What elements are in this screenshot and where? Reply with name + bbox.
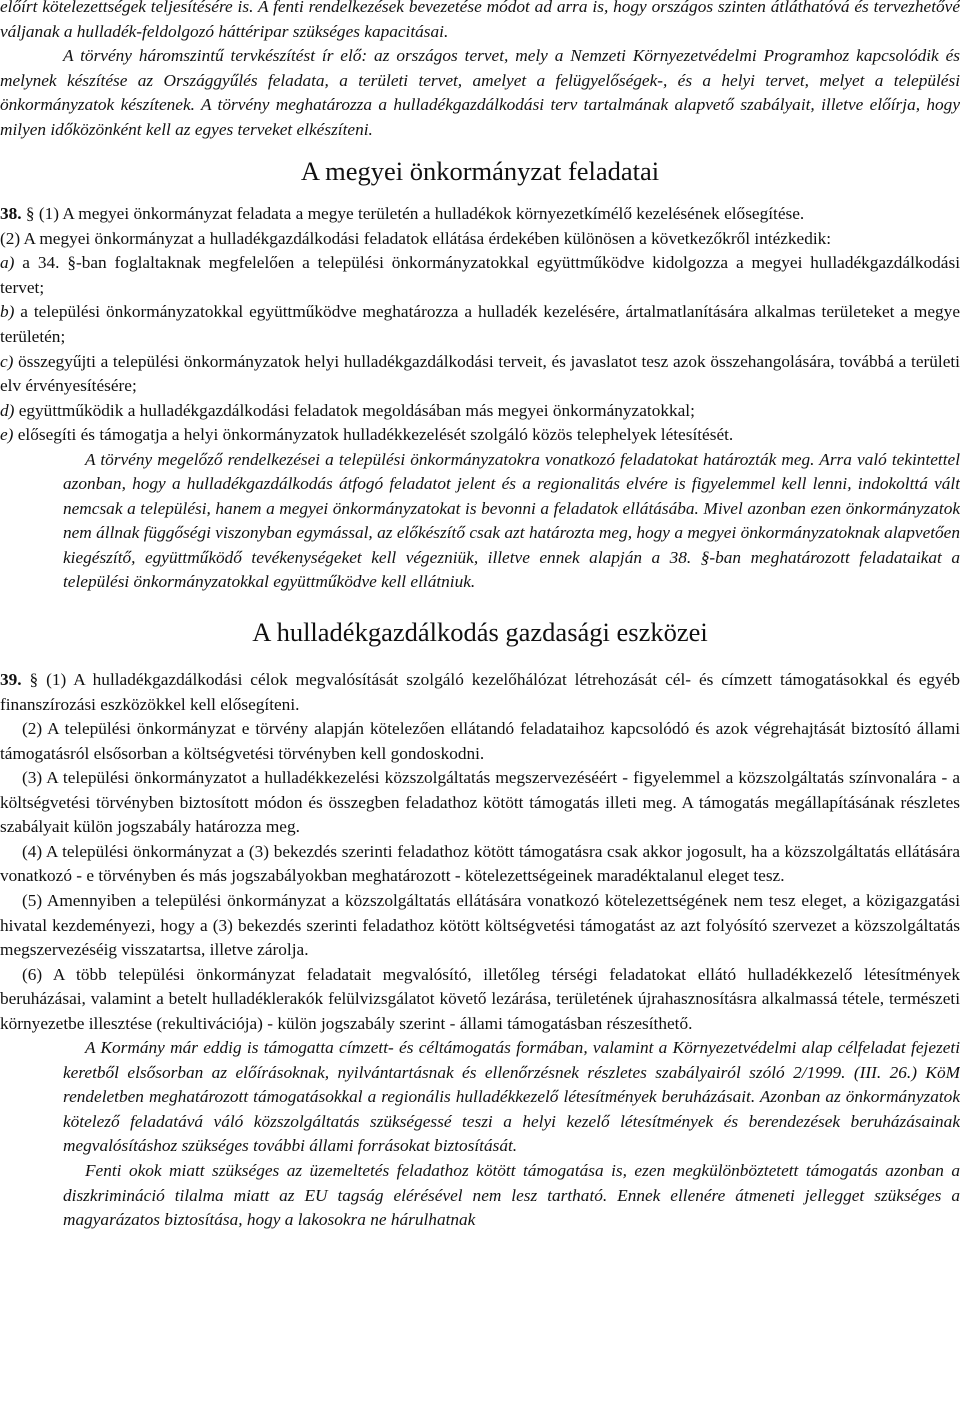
list-item-c — [0, 350, 960, 399]
list-text-b: a települési önkormányzatokkal együttműködve meghatározza a hulladék kezelésére, ártalmatlanítására alkalmas területeket a megye területén; — [0, 302, 960, 347]
commentary-39-1: A Kormány már eddig is támogatta címzett- és céltámogatás formában, valamint a Környezetvédelmi alap célfeladat fejezeti keretből elsősorban az előírásoknak, nyilvántartásnak és ellenőrzésnek részletes szabályairól szóló 2/1999. (III. 26.) KöM rendeletben meghatározott támogatásokkal a regionális hulladékkezelő létesítmények beruházásait. Azonban az önkormányzatok kötelező feladatává váló közszolgáltatás szükségessé teszi a helyi kezelő létesítmények és berendezések beruházásainak megvalósításhoz szükséges további állami forrásokat biztosítását. — [63, 1038, 960, 1156]
intro-paragraph-2: A törvény háromszintű tervkészítést ír elő: az országos tervet, mely a Nemzeti Környezetvédelmi Programhoz kapcsolódik és melynek készítése az Országgyűlés feladata, a területi tervet, amelyet a felügyelőségek-, és a helyi tervet, melyet a települési önkormányzatok készítenek. A törvény meghatározza a hulladékgazdálkodási terv tartalmának alapvető szabályait, illetve előírja, hogy milyen időközönként kell az egyes terveket elkészíteni. — [0, 46, 960, 139]
commentary-38: A törvény megelőző rendelkezései a települési önkormányzatokra vonatkozó feladatokat határozták meg. Arra való tekintettel azonban, hogy a hulladékgazdálkodás átfogó feladatot jelent és a regionalitás elvére is figyelemmel kell lenni, indokolttá vált nemcsak a települési, hanem a megyei önkormányzatokat is bevonni a feladatok ellátásába. Mivel azonban ezen önkormányzatok nem állnak függőségi viszonyban egymással, az előkészítő csak azt határozta meg, hogy a megyei önkormányzatoknak alapvetően kiegészítő, együttműködő tevékenységeket kell végezniük, illetve ennek alapján a 38. §-ban meghatározott feladataikat a települési önkormányzatokkal együttműködve kell ellátniuk. — [63, 449, 960, 592]
list-item-a — [0, 251, 960, 300]
section-heading-gazdasagi: A hulladékgazdálkodás gazdasági eszközei — [252, 617, 708, 648]
list-letter-b: b) — [0, 302, 15, 322]
list-text-a: a 34. §-ban foglaltaknak megfelelően a települési önkormányzatokkal együttműködve kidolgozza a megyei hulladékgazdálkodási tervet; — [0, 253, 960, 297]
list-letter-d: d) — [0, 400, 15, 420]
paragraph-39-3: (3) A települési önkormányzatot a hulladékkezelési közszolgáltatás megszervezéséért - figyelemmel a közszolgáltatás színvonalára - a költségvetési törvényben biztosított módon és összegben feladathoz kötött támogatás illeti meg. A támogatás megállapításának részletes szabályait külön jogszabály határozza meg. — [0, 768, 960, 837]
list-text-d: együttműködik a hulladékgazdálkodási feladatok megoldásában más megyei önkormányzatokkal; — [14, 400, 695, 420]
paragraph-39-5: (5) Amennyiben a települési önkormányzat a közszolgáltatás ellátására vonatkozó kötelezettségének nem tesz eleget, a közigazgatási hivatal kezdeményezi, hogy a (3) bekezdés szerinti feladathoz kötött költségvetési támogatást az azt folyósító szervezet a közszolgáltatás megszervezéséig visszatartsa, illetve zárolja. — [0, 890, 960, 960]
list-item-d — [0, 399, 960, 424]
list-letter-a: a) — [0, 253, 15, 273]
paragraph-39-2: (2) A települési önkormányzat e törvény alapján kötelezően ellátandó feladataihoz kapcsolódó és azok végrehajtását biztosító állami támogatásról elsősorban a költségvetési törvényben kell gondoskodni. — [0, 719, 960, 763]
intro-paragraph-1: előírt kötelezettségek teljesítésére is. A fenti rendelkezések bevezetése módot ad arra is, hogy országos szinten átláthatóvá és tervezhetővé váljanak a hulladék-feldolgozó háttéripar szükséges kapacitásai. — [0, 0, 960, 41]
list-item-e — [0, 423, 960, 448]
paragraph-39-1 — [0, 668, 960, 717]
paragraph-38-1 — [0, 202, 960, 227]
paragraph-39-4: (4) A települési önkormányzat a (3) bekezdés szerinti feladathoz kötött támogatásra csak akkor jogosult, ha a közszolgáltatás ellátására vonatkozó - e törvényben és más jogszabályokban meghatározott - kötelezettségeinek maradéktalanul eleget tesz. — [0, 841, 960, 886]
paragraph-39-6: (6) A több települési önkormányzat feladatait megvalósító, illetőleg térségi feladatokat ellátó hulladékkezelő létesítmények beruházásai, valamint a betelt hulladéklerakók felülvizsgálatot követő lezárása, területének újrahasznosításra alkalmassá tétele, természeti környezetbe illesztése (rekultivációja) - külön jogszabály szerint - állami támogatásban részesíthető. — [0, 964, 960, 1033]
paragraph-number-39: 39. — [0, 670, 22, 690]
commentary-39-2: Fenti okok miatt szükséges az üzemeltetés feladathoz kötött támogatása is, ezen megkülönböztetett támogatás azonban a diszkrimináció tilalma miatt az EU tagság elérésével nem lesz tartható. Ennek ellenére átmeneti jellegget szükséges a magyarázatos biztosítása, hogy a lakosokra ne hárulhatnak — [63, 1160, 960, 1230]
list-letter-c: c) — [0, 351, 14, 371]
list-item-b — [0, 300, 960, 349]
paragraph-number-38: 38. — [0, 204, 22, 224]
section-heading-megyei: A megyei önkormányzat feladatai — [300, 156, 660, 187]
list-letter-e: e) — [0, 425, 14, 445]
list-text-e: elősegíti és támogatja a helyi önkormányzatok hulladékkezelését szolgáló közös telephelyek létesítését. — [13, 425, 734, 445]
paragraph-39-1-text: § (1) A hulladékgazdálkodási célok megvalósítását szolgáló kezelőhálózat létrehozását cél- és címzett támogatásokkal és egyéb finanszírozási eszközökkel kell elősegíteni. — [0, 670, 960, 714]
paragraph-38-2: (2) A megyei önkormányzat a hulladékgazdálkodási feladatok ellátása érdekében különösen a következőkről intézkedik: — [0, 228, 832, 248]
list-text-c: összegyűjti a települési önkormányzatok helyi hulladékgazdálkodási terveit, és javaslatot tesz azok összehangolására, továbbá a területi elv érvényesítésére; — [0, 351, 960, 396]
paragraph-38-1-text: § (1) A megyei önkormányzat feladata a megye területén a hulladékok környezetkímélő kezelésének elősegítése. — [21, 204, 805, 224]
